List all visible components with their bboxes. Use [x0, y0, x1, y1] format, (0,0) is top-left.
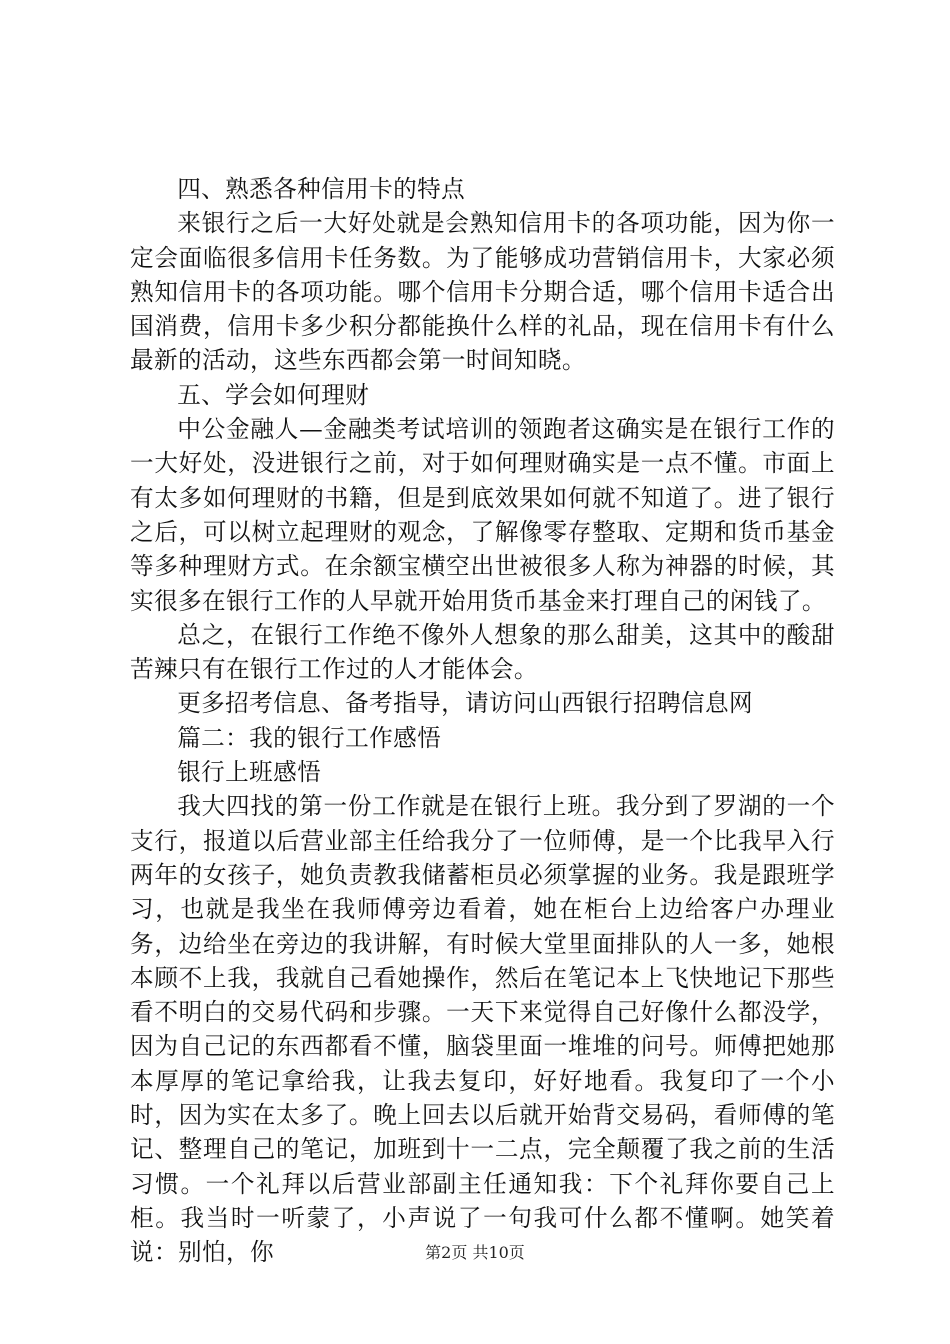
- section-heading-5: 五、学会如何理财: [177, 380, 370, 409]
- section-heading-4: 四、熟悉各种信用卡的特点: [177, 175, 466, 203]
- document-body: [130, 172, 835, 1270]
- paragraph-story: 我大四找的第一份工作就是在银行上班。我分到了罗湖的一个支行，报道以后营业部主任给我分了一位师傅，是一个比我早入行两年的女孩子，她负责教我储蓄柜员必须掌握的业务。我是跟班学习，也就是我坐在我师傅旁边看着，她在柜台上边给客户办理业务，边给坐在旁边的我讲解，有时候大堂里面排队的人一多，她根本顾不上我，我就自己看她操作，然后在笔记本上飞快地记下那些看不明白的交易代码和步骤。一天下来觉得自己好像什么都没学，因为自己记的东西都看不懂，脑袋里面一堆堆的问号。师傅把她那本厚厚的笔记拿给我，让我去复印，好好地看。我复印了一个小时，因为实在太多了。晚上回去以后就开始背交易码，看师傅的笔记、整理自己的笔记，加班到十一二点，完全颠覆了我之前的生活习惯。一个礼拜以后营业部副主任通知我：下个礼拜你要自己上柜。我当时一听蒙了，小声说了一句我可什么都不懂啊。她笑着说：别怕，你: [130, 792, 835, 1267]
- article-subtitle: 银行上班感悟: [177, 758, 322, 787]
- paragraph-finance: 中公金融人—金融类考试培训的领跑者这确实是在银行工作的一大好处，没进银行之前，对于如何理财确实是一点不懂。市面上有太多如何理财的书籍，但是到底效果如何就不知道了。进了银行之后，可以树立起理财的观念，了解像零存整取、定期和货币基金等多种理财方式。在余额宝横空出世被很多人称为神器的时候，其实很多在银行工作的人早就开始用货币基金来打理自己的闲钱了。: [130, 415, 835, 615]
- paragraph-conclusion: 总之，在银行工作绝不像外人想象的那么甜美，这其中的酸甜苦辣只有在银行工作过的人才能体会。: [130, 620, 835, 684]
- article-title: 篇二：我的银行工作感悟: [177, 723, 442, 752]
- page-number: 第2页 共10页: [425, 1243, 525, 1262]
- paragraph-credit-card: 来银行之后一大好处就是会熟知信用卡的各项功能，因为你一定会面临很多信用卡任务数。为了能够成功营销信用卡，大家必须熟知信用卡的各项功能。哪个信用卡分期合适，哪个信用卡适合出国消费，信用卡多少积分都能换什么样的礼品，现在信用卡有什么最新的活动，这些东西都会第一时间知晓。: [130, 209, 835, 375]
- paragraph-more-info: 更多招考信息、备考指导，请访问山西银行招聘信息网: [177, 689, 754, 718]
